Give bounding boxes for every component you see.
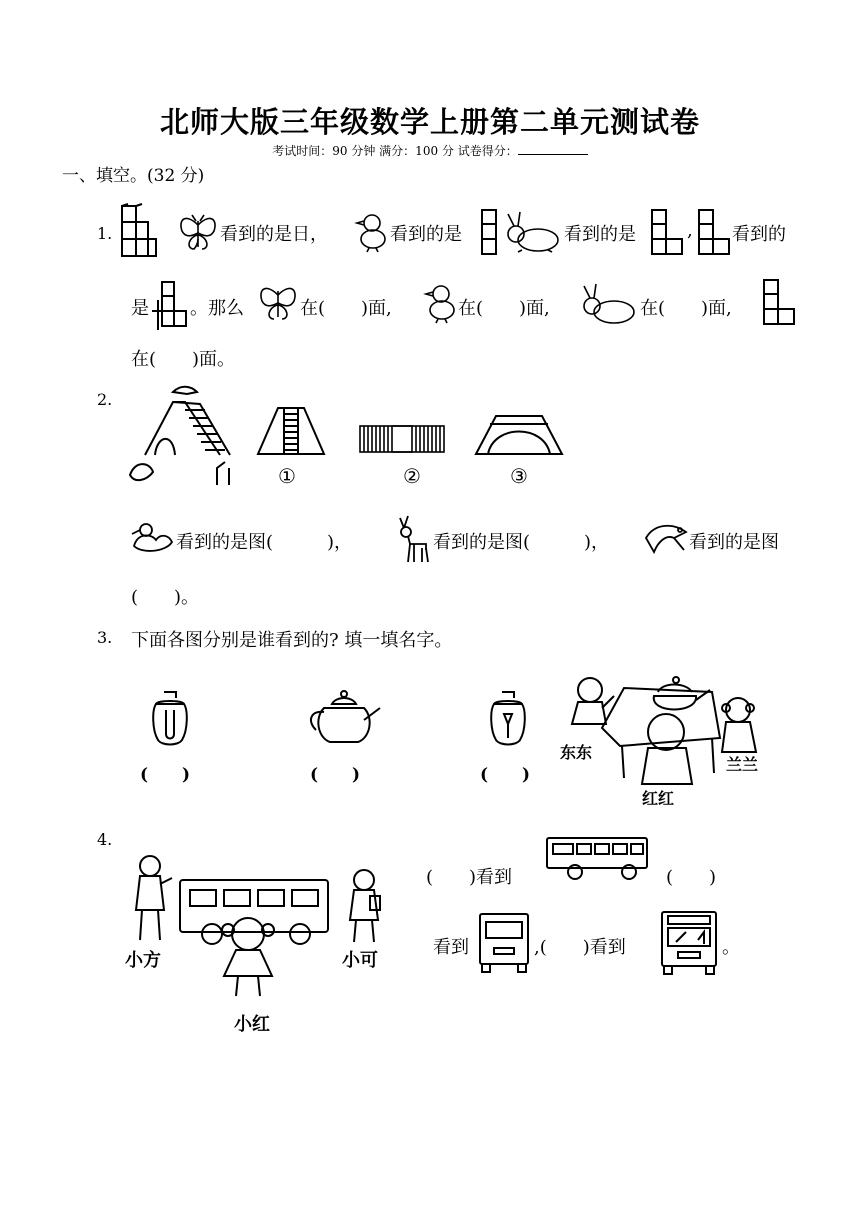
- cube-stack-figure: [120, 204, 158, 260]
- duck-icon: [130, 520, 176, 554]
- bus-scene-figure: [128, 850, 398, 1010]
- q2-number: 2.: [97, 390, 113, 409]
- q1-text-4: ,: [687, 220, 693, 241]
- q1-line2-b: 。那么: [190, 298, 244, 319]
- teapot-front-view-1: [148, 690, 192, 750]
- q2-text-1: 看到的是图( )，: [176, 532, 353, 553]
- q1-number: 1.: [97, 224, 113, 243]
- name-dongdong: 东东: [560, 743, 593, 762]
- bird-icon: [644, 520, 688, 556]
- bridge-view-3: [474, 412, 564, 456]
- bridge-scene-figure: [125, 380, 240, 490]
- page-title: 北师大版三年级数学上册第二单元测试卷: [159, 105, 700, 139]
- q4-text-4: ,( )看到: [534, 937, 626, 958]
- bus-front-view: [660, 910, 718, 976]
- q1-line2-d: 在( )面,: [458, 298, 550, 319]
- q4-text-2: ( ): [666, 867, 717, 888]
- q4-text-5: 。: [722, 937, 740, 958]
- name-xiaoke: 小可: [342, 950, 378, 971]
- q1-line2-c: 在( )面,: [300, 298, 392, 319]
- rabbit-icon: [578, 284, 638, 326]
- view-shape-1: [480, 208, 498, 256]
- q3-blank-3: ( ): [480, 765, 531, 785]
- deer-icon: [396, 514, 432, 564]
- teapot-side-view: [304, 690, 382, 750]
- q2-text-2: 看到的是图( )，: [433, 532, 610, 553]
- name-xiaohong: 小红: [234, 1014, 270, 1035]
- chick-icon: [355, 211, 389, 253]
- bus-side-view: [545, 836, 649, 884]
- q4-text-1: ( )看到: [426, 867, 513, 888]
- butterfly-icon: [176, 213, 220, 253]
- view-shape-4: [150, 280, 188, 332]
- name-lanlan: 兰兰: [726, 755, 759, 774]
- chick-icon: [424, 282, 458, 324]
- name-xiaofang: 小方: [125, 950, 161, 971]
- butterfly-icon: [256, 283, 300, 323]
- bridge-view-2: [358, 424, 446, 454]
- q1-text-2: 看到的是: [390, 224, 462, 245]
- bus-back-view: [478, 912, 530, 974]
- q1-text-3: 看到的是: [564, 224, 636, 245]
- q1-line2-a: 是: [131, 298, 149, 319]
- q4-text-3: 看到: [433, 937, 469, 958]
- q3-blank-1: ( ): [140, 765, 191, 785]
- section-heading: 一、填空。(32 分): [62, 166, 205, 186]
- q1-text-1: 看到的是日，: [220, 224, 328, 245]
- q3-text: 下面各图分别是谁看到的? 填一填名字。: [131, 630, 453, 651]
- q2-text-3: 看到的是图: [689, 532, 779, 553]
- fig-label-2: ②: [403, 464, 421, 488]
- exam-meta-text: 考试时间：90 分钟 满分：100 分 试卷得分：: [272, 144, 518, 158]
- fig-label-3: ③: [510, 464, 528, 488]
- rabbit-icon: [502, 212, 562, 254]
- view-shape-3: [697, 208, 731, 256]
- q1-text-5: 看到的: [732, 224, 786, 245]
- q2-text-4: ( )。: [131, 587, 200, 608]
- q4-number: 4.: [97, 830, 113, 849]
- fig-label-1: ①: [278, 464, 296, 488]
- exam-meta: [0, 142, 860, 159]
- q3-blank-2: ( ): [310, 765, 361, 785]
- q1-line2-e: 在( )面,: [640, 298, 732, 319]
- view-shape-2: [650, 208, 684, 256]
- score-blank: [518, 144, 588, 155]
- bridge-view-1: [254, 404, 328, 456]
- q1-line3: 在( )面。: [131, 349, 236, 370]
- q3-number: 3.: [97, 628, 113, 647]
- name-honghong: 红红: [642, 789, 675, 808]
- teapot-front-view-2: [486, 690, 530, 750]
- view-shape-5: [762, 278, 798, 328]
